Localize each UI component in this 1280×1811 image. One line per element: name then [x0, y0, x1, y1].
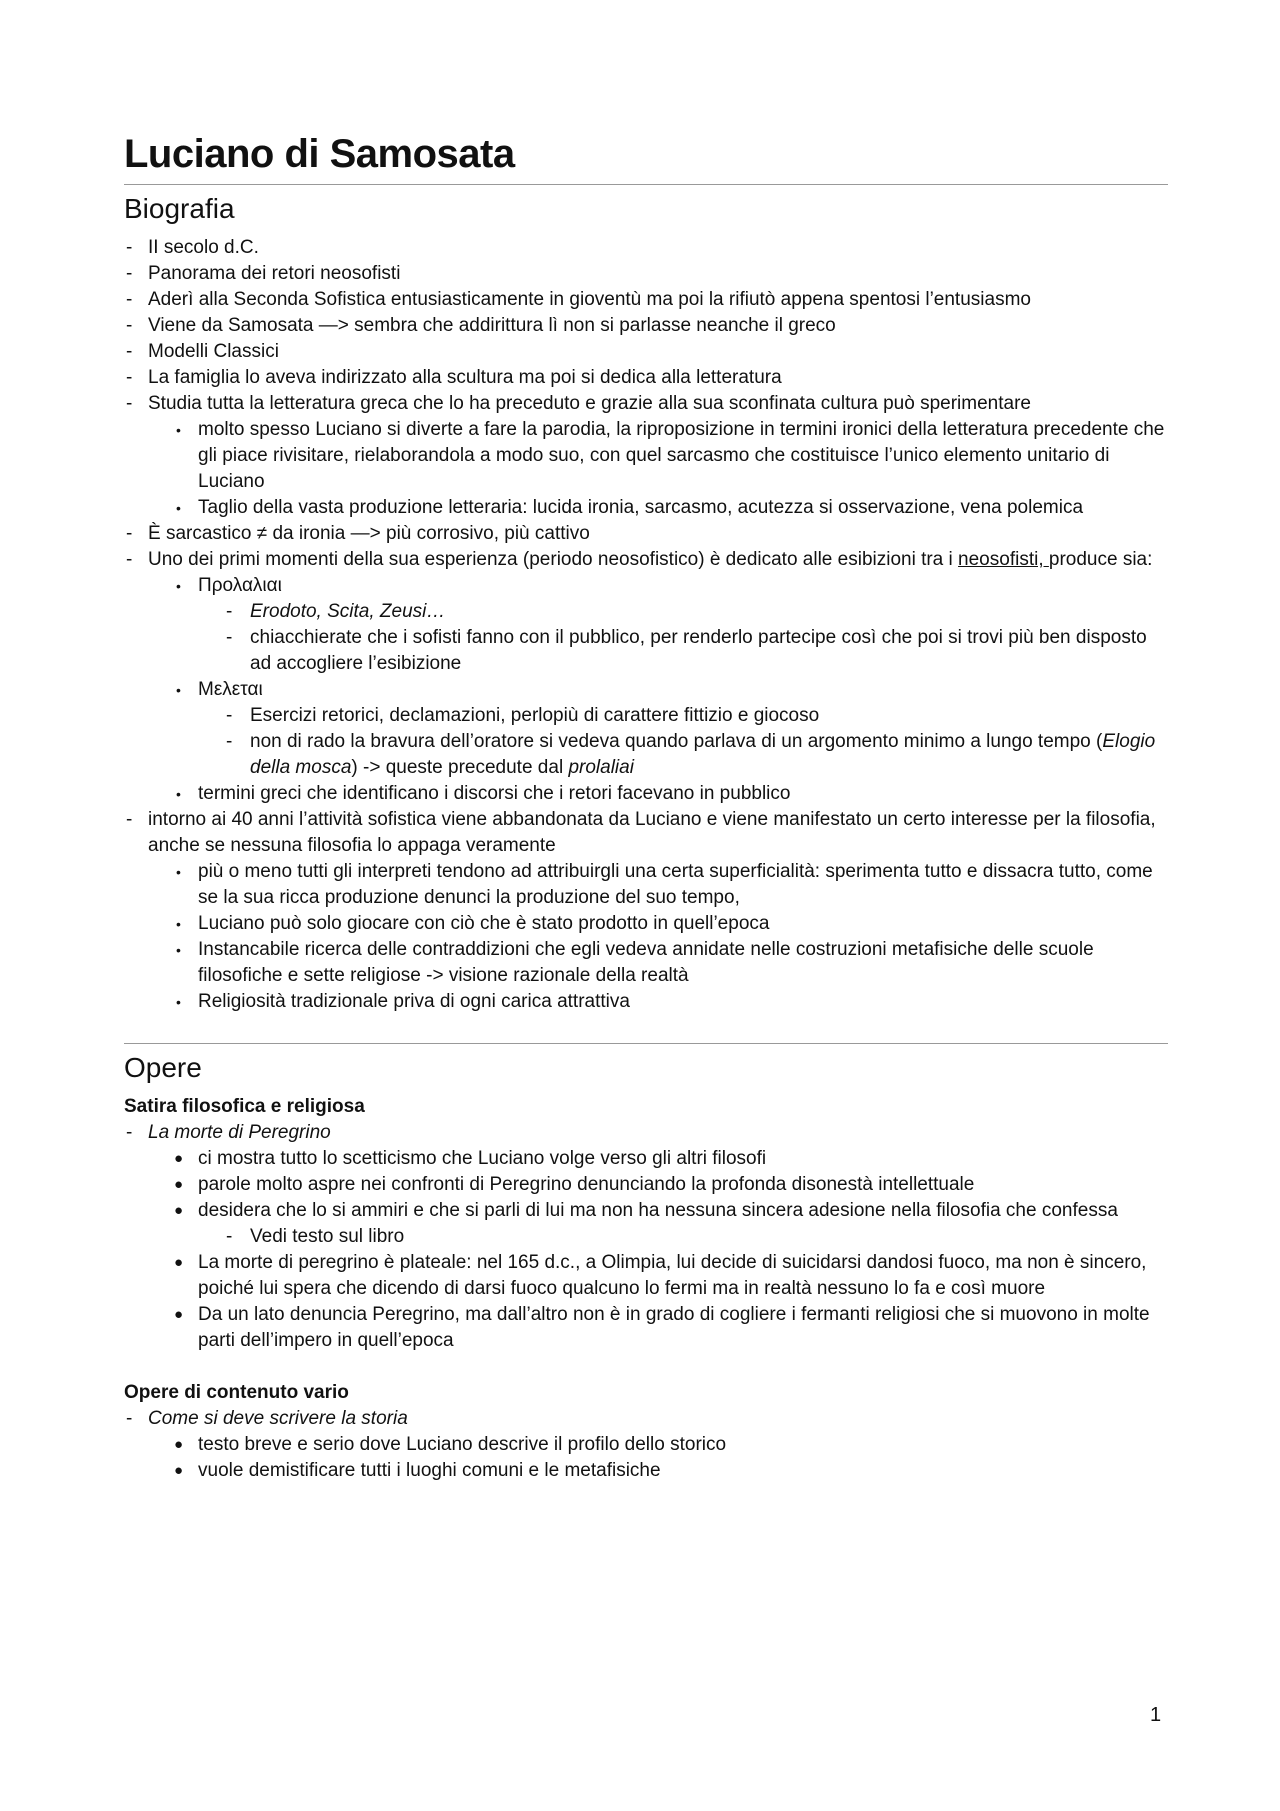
list-item-text: Προλαλιαι: [198, 575, 282, 596]
bullet-icon: ●: [174, 1306, 184, 1323]
list-item-text: Panorama dei retori neosofisti: [148, 263, 401, 284]
list-item: [172, 1198, 1168, 1250]
list-item-text: Elogio della mosca: [250, 731, 1156, 778]
bullet-icon: •: [176, 682, 181, 698]
bullet-list: [124, 1120, 1168, 1354]
dash-marker-icon: -: [126, 263, 133, 284]
list-item: [124, 1120, 1168, 1354]
dash-marker-icon: -: [126, 367, 133, 388]
list-item: [172, 859, 1168, 911]
list-item: [224, 703, 1168, 729]
list-item: [172, 677, 1168, 781]
list-item-text: chiacchierate che i sofisti fanno con il pubblico, per renderlo partecipe così che poi si trovi più ben disposto ad accogliere l’esibizione: [250, 627, 1147, 674]
dash-marker-icon: -: [126, 809, 133, 830]
bullet-icon: ●: [174, 1202, 184, 1219]
list-item: [172, 937, 1168, 989]
list-item-text: Μελεται: [198, 679, 263, 700]
bullet-list: [148, 1146, 1168, 1354]
dash-marker-icon: -: [126, 1122, 133, 1143]
section-divider: [124, 184, 1168, 185]
list-item-text: prolaliai: [568, 757, 634, 778]
bullet-list: [198, 599, 1168, 677]
list-item: [172, 1172, 1168, 1198]
dash-marker-icon: -: [226, 731, 233, 752]
bullet-icon: ●: [174, 1254, 184, 1271]
dash-marker-icon: -: [126, 315, 133, 336]
list-item-text: La famiglia lo aveva indirizzato alla scultura ma poi si dedica alla letteratura: [148, 367, 782, 388]
list-item: [124, 1406, 1168, 1484]
list-item: [172, 989, 1168, 1015]
list-item-text: La morte di Peregrino: [148, 1122, 331, 1143]
dash-marker-icon: -: [126, 289, 133, 310]
list-item: [172, 1146, 1168, 1172]
bullet-icon: •: [176, 864, 181, 880]
list-item-text: Erodoto, Scita, Zeusi…: [250, 601, 446, 622]
dash-marker-icon: -: [226, 601, 233, 622]
dash-marker-icon: -: [126, 393, 133, 414]
document-title: Luciano di Samosata: [124, 132, 515, 176]
bullet-list: [124, 235, 1168, 1015]
list-item-text: La morte di peregrino è plateale: nel 165 d.c., a Olimpia, lui decide di suicidarsi dandosi fuoco, ma non è sincero, poiché lui spera che dicendo di darsi fuoco qualcuno lo fermi ma in realtà nessuno lo fa e così muore: [198, 1252, 1147, 1299]
subsection-heading: Satira filosofica e religiosa: [124, 1096, 365, 1117]
bullet-icon: •: [176, 786, 181, 802]
dash-marker-icon: -: [126, 341, 133, 362]
list-item: [172, 417, 1168, 495]
list-item-text: Uno dei primi momenti della sua esperienza (periodo neosofistico) è dedicato alle esibizioni tra i: [148, 549, 959, 570]
bullet-icon: •: [176, 578, 181, 594]
list-item: [124, 339, 1168, 365]
list-item-text: desidera che lo si ammiri e che si parli di lui ma non ha nessuna sincera adesione nella filosofia che confessa: [198, 1200, 1118, 1221]
dash-marker-icon: -: [126, 237, 133, 258]
list-item: [124, 261, 1168, 287]
bullet-icon: ●: [174, 1150, 184, 1167]
section-heading: Opere: [124, 1052, 202, 1083]
list-item-text: Come si deve scrivere la storia: [148, 1408, 408, 1429]
list-item-text: testo breve e serio dove Luciano descrive il profilo dello storico: [198, 1434, 727, 1455]
list-item-text: È sarcastico ≠ da ironia —> più corrosivo, più cattivo: [148, 523, 590, 544]
list-item-text: neosofisti,: [958, 549, 1049, 570]
bullet-icon: ●: [174, 1436, 184, 1453]
list-item-text: Instancabile ricerca delle contraddizioni che egli vedeva annidate nelle costruzioni metafisiche delle scuole filosofiche e sette religiose -> visione razionale della realtà: [198, 939, 1094, 986]
list-item-text: ci mostra tutto lo scetticismo che Luciano volge verso gli altri filosofi: [198, 1148, 767, 1169]
document-page: [124, 124, 1168, 1484]
bullet-list: [198, 1224, 1168, 1250]
bullet-icon: •: [176, 500, 181, 516]
bullet-icon: ●: [174, 1462, 184, 1479]
list-item-text: Aderì alla Seconda Sofistica entusiasticamente in gioventù ma poi la rifiutò appena spentosi l’entusiasmo: [148, 289, 1031, 310]
section-heading: Biografia: [124, 193, 235, 224]
list-item: [172, 495, 1168, 521]
dash-marker-icon: -: [226, 1226, 233, 1247]
dash-marker-icon: -: [226, 705, 233, 726]
list-item: [172, 911, 1168, 937]
list-item-text: Esercizi retorici, declamazioni, perlopiù di carattere fittizio e giocoso: [250, 705, 820, 726]
list-item: [124, 235, 1168, 261]
list-item: [124, 391, 1168, 521]
list-item: [124, 547, 1168, 807]
bullet-icon: ●: [174, 1176, 184, 1193]
list-item-text: ) -> queste precedute dal: [351, 757, 569, 778]
list-item: [172, 1302, 1168, 1354]
list-item: [224, 625, 1168, 677]
dash-marker-icon: -: [126, 549, 133, 570]
list-item: [124, 365, 1168, 391]
list-item-text: molto spesso Luciano si diverte a fare la parodia, la riproposizione in termini ironici della letteratura precedente che gli piace rivisitare, rielaborandola a modo suo, con quel sarcasmo che costituisce l’unico elemento unitario di Luciano: [198, 419, 1165, 492]
section-spacer: [124, 1015, 1168, 1043]
list-item-text: II secolo d.C.: [148, 237, 259, 258]
list-item-text: Luciano può solo giocare con ciò che è stato prodotto in quell’epoca: [198, 913, 770, 934]
list-item-text: produce sia:: [1048, 549, 1153, 570]
bullet-icon: •: [176, 422, 181, 438]
section-divider: [124, 1043, 1168, 1044]
list-item-text: Da un lato denuncia Peregrino, ma dall’altro non è in grado di cogliere i fermanti religiosi che si muovono in molte parti dell’impero in quell’epoca: [198, 1304, 1150, 1351]
bullet-list: [148, 1432, 1168, 1484]
list-item-text: Taglio della vasta produzione letteraria: lucida ironia, sarcasmo, acutezza si osservazione, vena polemica: [198, 497, 1084, 518]
list-item: [124, 521, 1168, 547]
list-item-text: non di rado la bravura dell’oratore si vedeva quando parlava di un argomento minimo a lungo tempo (: [250, 731, 1103, 752]
bullet-list: [124, 1406, 1168, 1484]
list-item: [124, 807, 1168, 1015]
list-item: [172, 573, 1168, 677]
bullet-list: [148, 417, 1168, 521]
list-item: [124, 287, 1168, 313]
list-item-text: Viene da Samosata —> sembra che addirittura lì non si parlasse neanche il greco: [148, 315, 836, 336]
sections-container: [124, 184, 1168, 1484]
list-item-text: intorno ai 40 anni l’attività sofistica viene abbandonata da Luciano e viene manifestato un certo interesse per la filosofia, anche se nessuna filosofia lo appaga veramente: [148, 809, 1156, 856]
bullet-icon: •: [176, 916, 181, 932]
list-item: [124, 313, 1168, 339]
bullet-list: [148, 859, 1168, 1015]
list-item: [224, 1224, 1168, 1250]
list-item: [224, 729, 1168, 781]
list-item-text: Vedi testo sul libro: [250, 1226, 405, 1247]
list-item: [224, 599, 1168, 625]
list-item: [172, 1458, 1168, 1484]
list-item: [172, 1432, 1168, 1458]
list-item-text: parole molto aspre nei confronti di Peregrino denunciando la profonda disonestà intellettuale: [198, 1174, 975, 1195]
bullet-list: [148, 573, 1168, 807]
list-item-text: termini greci che identificano i discorsi che i retori facevano in pubblico: [198, 783, 791, 804]
list-item-text: Studia tutta la letteratura greca che lo ha preceduto e grazie alla sua sconfinata cultura può sperimentare: [148, 393, 1031, 414]
list-item: [172, 1250, 1168, 1302]
dash-marker-icon: -: [126, 1408, 133, 1429]
bullet-icon: •: [176, 994, 181, 1010]
list-item-text: Religiosità tradizionale priva di ogni carica attrattiva: [198, 991, 630, 1012]
page-number: 1: [1150, 1704, 1162, 1726]
subsection-heading: Opere di contenuto vario: [124, 1382, 349, 1403]
list-item: [172, 781, 1168, 807]
list-item-text: più o meno tutti gli interpreti tendono ad attribuirgli una certa superficialità: sperimenta tutto e dissacra tutto, come se la sua ricca produzione denunci la produzione del suo tempo,: [198, 861, 1153, 908]
bullet-icon: •: [176, 942, 181, 958]
dash-marker-icon: -: [126, 523, 133, 544]
dash-marker-icon: -: [226, 627, 233, 648]
bullet-list: [198, 703, 1168, 781]
list-item-text: vuole demistificare tutti i luoghi comuni e le metafisiche: [198, 1460, 661, 1481]
list-item-text: Modelli Classici: [148, 341, 279, 362]
